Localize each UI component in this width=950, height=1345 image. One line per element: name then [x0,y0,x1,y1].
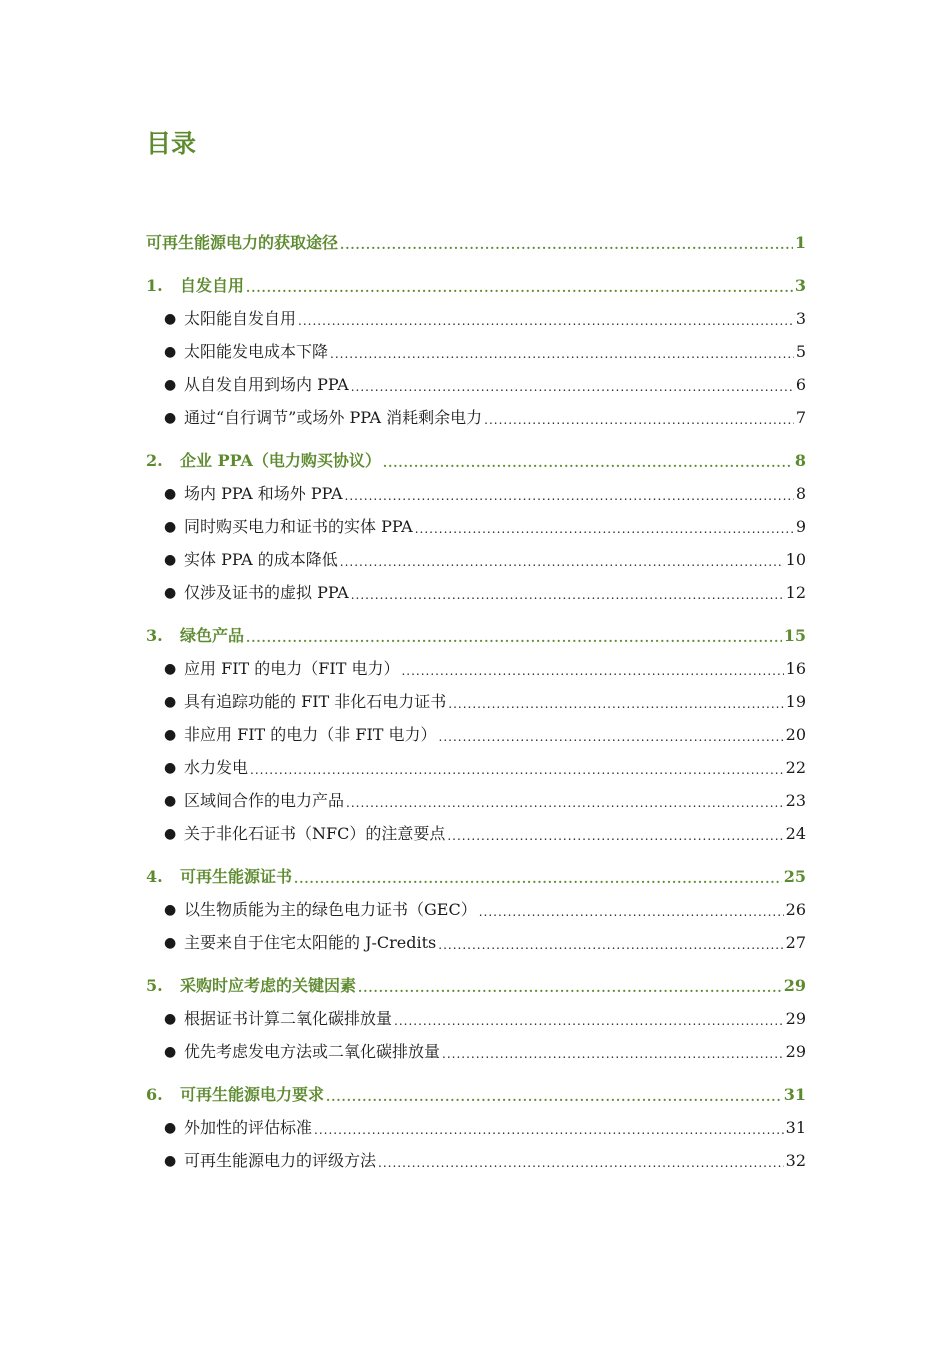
page-number: 3 [794,276,806,295]
dot-leader [439,729,784,745]
page-number: 3 [795,309,806,328]
page-number: 16 [785,659,806,678]
toc-entry-label: 企业 PPA（电力购买协议） [180,451,381,470]
toc-sub-entry[interactable] [146,712,806,745]
dot-leader [340,237,793,253]
toc-entry-label: 绿色产品 [180,626,245,645]
dot-leader [330,346,794,362]
bullet-icon: ● [164,935,177,951]
toc-sub-entry[interactable] [146,887,806,920]
page-number: 29 [785,1042,806,1061]
toc-sub-entry[interactable] [146,778,806,811]
dot-leader [340,554,784,570]
bullet-icon: ● [164,793,177,809]
toc-entry-label: 关于非化石证书（NFC）的注意要点 [184,824,446,843]
bullet-icon: ● [164,585,177,601]
toc-entry-label: 仅涉及证书的虚拟 PPA [184,583,349,602]
toc-entry-label: 可再生能源电力的评级方法 [184,1151,377,1170]
dot-leader [358,980,782,996]
toc-sub-entry[interactable] [146,570,806,603]
toc-sub-entry[interactable] [146,362,806,395]
toc-entry-label: 同时购买电力和证书的实体 PPA [184,517,413,536]
toc-entry-label: 外加性的评估标准 [184,1118,313,1137]
page-number: 32 [785,1151,806,1170]
bullet-icon: ● [164,826,177,842]
page-number: 31 [785,1118,806,1137]
toc-sub-entry[interactable] [146,811,806,844]
bullet-icon: ● [164,344,177,360]
page-number: 29 [785,1009,806,1028]
toc-sub-entry[interactable] [146,504,806,537]
toc-section-entry[interactable] [146,844,806,887]
toc-sub-entry[interactable] [146,1138,806,1171]
section-number: 4. [146,867,163,886]
toc-entry-label: 主要来自于住宅太阳能的 J-Credits [184,933,437,952]
toc-sub-entry[interactable] [146,1029,806,1062]
dot-leader [314,1122,784,1138]
bullet-icon: ● [164,1120,177,1136]
dot-leader [394,1013,784,1029]
toc-entry-label: 可再生能源证书 [180,867,293,886]
dot-leader [345,488,794,504]
dot-leader [294,871,782,887]
bullet-icon: ● [164,661,177,677]
bullet-icon: ● [164,552,177,568]
bullet-icon: ● [164,410,177,426]
page-number: 1 [794,233,806,252]
page-number: 27 [785,933,806,952]
page-number: 19 [785,692,806,711]
page-number: 26 [785,900,806,919]
toc-entry-label: 可再生能源电力的获取途径 [146,233,339,252]
toc-sub-entry[interactable] [146,646,806,679]
page-number: 25 [783,867,806,886]
dot-leader [351,587,784,603]
page-number: 6 [795,375,806,394]
dot-leader [326,1089,782,1105]
page-number: 24 [785,824,806,843]
toc-entry-label: 采购时应考虑的关键因素 [180,976,357,995]
toc-sub-entry[interactable] [146,296,806,329]
toc-section-entry[interactable] [146,1062,806,1105]
page-number: 20 [785,725,806,744]
toc-section-entry[interactable] [146,953,806,996]
page-number: 12 [785,583,806,602]
toc-sub-entry[interactable] [146,745,806,778]
page-number: 23 [785,791,806,810]
page-number: 5 [795,342,806,361]
toc-section-entry[interactable] [146,603,806,646]
toc-entry-label: 自发自用 [180,276,245,295]
page-number: 29 [783,976,806,995]
dot-leader [383,455,793,471]
toc-sub-entry[interactable] [146,537,806,570]
bullet-icon: ● [164,1153,177,1169]
dot-leader [401,663,783,679]
dot-leader [346,795,784,811]
toc-sub-entry[interactable] [146,471,806,504]
toc-section-entry[interactable] [146,222,806,253]
toc-entry-label: 根据证书计算二氧化碳排放量 [184,1009,393,1028]
section-number: 3. [146,626,163,645]
dot-leader [246,280,793,296]
dot-leader [442,1046,784,1062]
toc-entry-label: 优先考虑发电方法或二氧化碳排放量 [184,1042,441,1061]
bullet-icon: ● [164,311,177,327]
bullet-icon: ● [164,1044,177,1060]
dot-leader [479,904,784,920]
dot-leader [351,379,794,395]
page-number: 7 [795,408,806,427]
dot-leader [378,1155,784,1171]
toc-entry-label: 通过“自行调节”或场外 PPA 消耗剩余电力 [184,408,483,427]
toc-entry-label: 具有追踪功能的 FIT 非化石电力证书 [184,692,447,711]
dot-leader [447,828,783,844]
toc-entry-label: 区域间合作的电力产品 [184,791,345,810]
dot-leader [415,521,794,537]
bullet-icon: ● [164,902,177,918]
bullet-icon: ● [164,694,177,710]
toc-entry-label: 以生物质能为主的绿色电力证书（GEC） [184,900,477,919]
toc-entry-label: 水力发电 [184,758,249,777]
toc-sub-entry[interactable] [146,329,806,362]
toc-section-entry[interactable] [146,428,806,471]
dot-leader [448,696,783,712]
toc-entry-label: 太阳能自发自用 [184,309,297,328]
toc-entry-label: 太阳能发电成本下降 [184,342,329,361]
page-number: 8 [794,451,806,470]
toc-entry-label: 可再生能源电力要求 [180,1085,325,1104]
page-number: 15 [783,626,806,645]
toc-sub-entry[interactable] [146,679,806,712]
page-title: 目录 [146,129,197,158]
dot-leader [298,313,794,329]
toc-entry-label: 场内 PPA 和场外 PPA [184,484,343,503]
bullet-icon: ● [164,486,177,502]
toc-entry-label: 应用 FIT 的电力（FIT 电力） [184,659,400,678]
toc-sub-entry[interactable] [146,996,806,1029]
toc-sub-entry[interactable] [146,1105,806,1138]
bullet-icon: ● [164,377,177,393]
page-number: 8 [795,484,806,503]
toc-entry-label: 实体 PPA 的成本降低 [184,550,338,569]
toc-entry-label: 非应用 FIT 的电力（非 FIT 电力） [184,725,437,744]
bullet-icon: ● [164,1011,177,1027]
bullet-icon: ● [164,727,177,743]
toc-entry-label: 从自发自用到场内 PPA [184,375,349,394]
section-number: 5. [146,976,163,995]
page-number: 22 [785,758,806,777]
toc-sub-entry[interactable] [146,920,806,953]
toc-section-entry[interactable] [146,253,806,296]
dot-leader [484,412,794,428]
dot-leader [246,630,782,646]
page-number: 31 [783,1085,806,1104]
page-number: 10 [785,550,806,569]
bullet-icon: ● [164,519,177,535]
table-of-contents [146,222,806,1171]
section-number: 6. [146,1085,163,1104]
toc-sub-entry[interactable] [146,395,806,428]
section-number: 1. [146,276,163,295]
dot-leader [438,937,783,953]
page-number: 9 [795,517,806,536]
section-number: 2. [146,451,163,470]
bullet-icon: ● [164,760,177,776]
dot-leader [250,762,784,778]
